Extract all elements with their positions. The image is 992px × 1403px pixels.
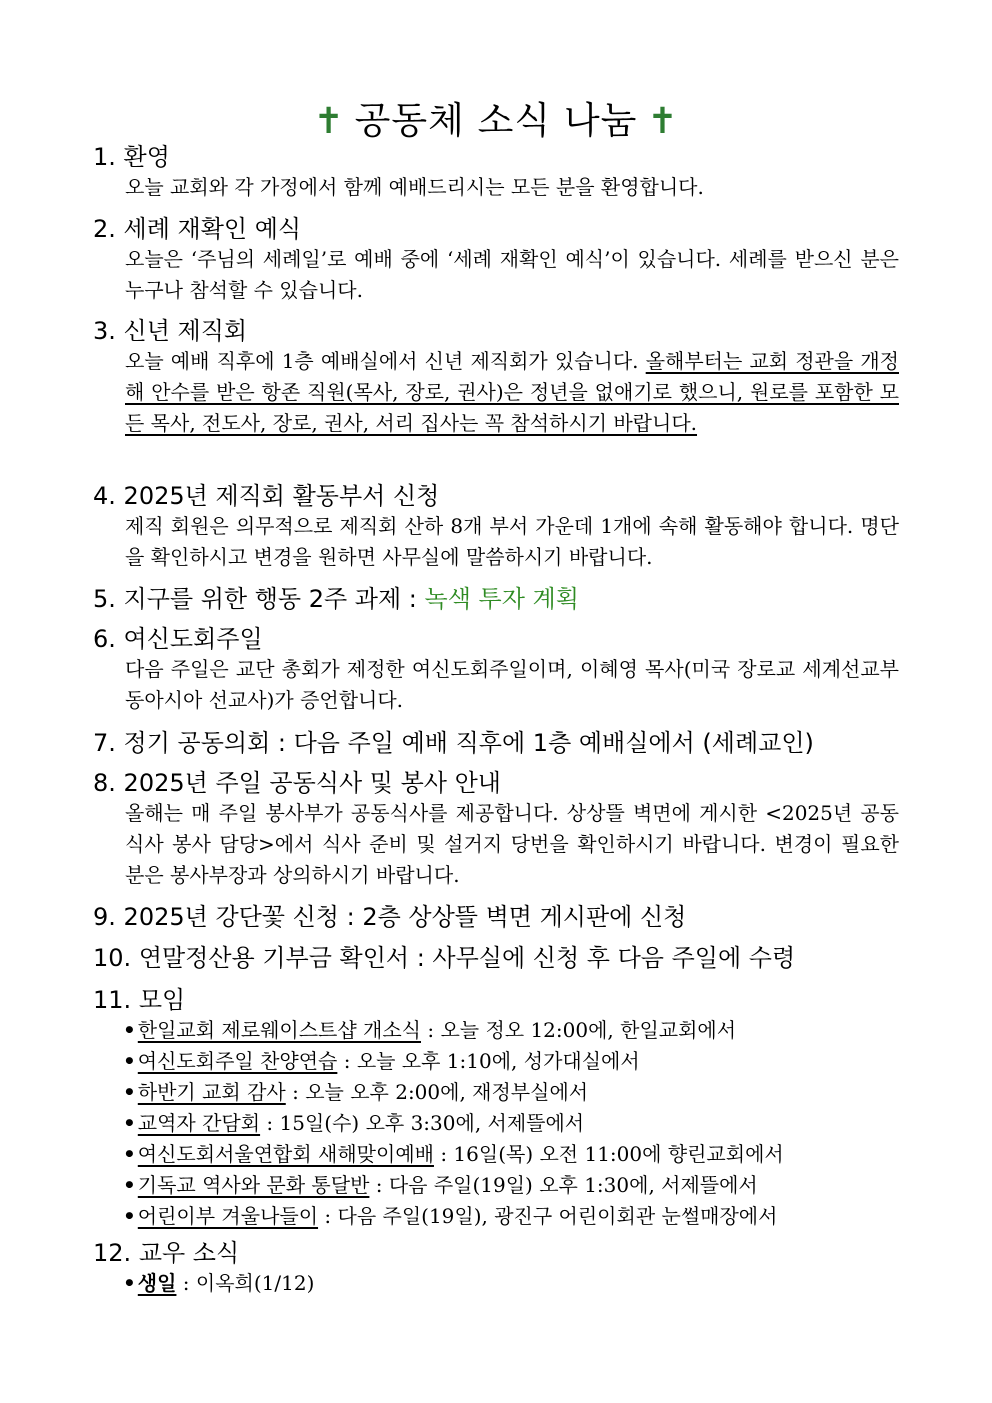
list-item: • 어린이부 겨울나들이 : 다음 주일(19일), 광진구 어린이회관 눈썰매장에서 [123, 1204, 778, 1228]
section-heading: 1. 환영 [93, 143, 170, 171]
section-heading: 10. 연말정산용 기부금 확인서 : 사무실에 신청 후 다음 주일에 수령 [93, 944, 796, 972]
section-new-year-council [93, 316, 899, 439]
list-item: • 교역자 간담회 : 15일(수) 오후 3:30에, 서제뜰에서 [123, 1111, 585, 1135]
section-body: 오늘 교회와 각 가정에서 함께 예배드리시는 모든 분을 환영합니다. [125, 175, 704, 199]
section-department-signup [93, 481, 899, 573]
list-item: • 하반기 교회 감사 : 오늘 오후 2:00에, 재정부실에서 [123, 1080, 589, 1104]
section-body: 제직 회원은 의무적으로 제직회 산하 8개 부서 가운데 1개에 속해 활동해야 합니다. 명단을 확인하시고 변경을 원하면 사무실에 말씀하시기 바랍니다. [125, 514, 899, 569]
list-item: • 한일교회 제로웨이스트샵 개소식 : 오늘 정오 12:00에, 한일교회에서 [123, 1018, 737, 1042]
section-donation-receipt [93, 943, 899, 973]
underlined-notice: 올해부터는 교회 정관을 개정해 안수를 받은 항존 직원(목사, 장로, 권사)은 정년을 없애기로 했으니, 원로를 포함한 모든 목사, 전도사, 장로, 권사, 서리 집사는 꼭 참석하시기 바랍니다. [125, 349, 899, 435]
section-body: 다음 주일은 교단 총회가 제정한 여신도회주일이며, 이혜영 목사(미국 장로교 세계선교부 동아시아 선교사)가 증언합니다. [125, 657, 899, 712]
section-congregational-meeting [93, 728, 899, 758]
list-item: • 기독교 역사와 문화 통달반 : 다음 주일(19일) 오후 1:30에, 서제뜰에서 [123, 1173, 758, 1197]
cross-icon: ✝ [313, 101, 345, 142]
section-heading: 9. 2025년 강단꽃 신청 : 2층 상상뜰 벽면 게시판에 신청 [93, 903, 687, 931]
page-title-text: 공동체 소식 나눔 [354, 99, 638, 142]
list-item: • 생일 : 이옥희(1/12) [123, 1271, 315, 1295]
section-body: 오늘 예배 직후에 1층 예배실에서 신년 제직회가 있습니다. 올해부터는 교회 정관을 개정해 안수를 받은 항존 직원(목사, 장로, 권사)은 정년을 없애기로 했으니, 원로를 포함한 모든 목사, 전도사, 장로, 권사, 서리 집사는 꼭 참석하시기 바랍니다. [125, 349, 899, 435]
section-altar-flowers [93, 902, 899, 932]
section-heading: 12. 교우 소식 [93, 1239, 240, 1267]
section-heading: 3. 신년 제직회 [93, 317, 248, 345]
section-meetings [93, 985, 899, 1232]
section-heading: 4. 2025년 제직회 활동부서 신청 [93, 482, 440, 510]
page-title [0, 90, 992, 144]
section-welcome [93, 142, 899, 203]
section-heading: 8. 2025년 주일 공동식사 및 봉사 안내 [93, 769, 501, 797]
section-heading: 6. 여신도회주일 [93, 625, 263, 653]
section-shared-meal [93, 768, 899, 891]
section-member-news [93, 1238, 899, 1299]
section-womens-sunday [93, 624, 899, 716]
section-baptism-reaffirmation [93, 214, 899, 306]
section-body: 오늘은 ‘주님의 세례일’로 예배 중에 ‘세례 재확인 예식’이 있습니다. 세례를 받으신 분은 누구나 참석할 수 있습니다. [125, 247, 899, 302]
section-heading: 2. 세례 재확인 예식 [93, 215, 302, 243]
section-body: 올해는 매 주일 봉사부가 공동식사를 제공합니다. 상상뜰 벽면에 게시한 <2025년 공동식사 봉사 담당>에서 식사 준비 및 설거지 당번을 확인하시기 바랍니다. 변경이 필요한 분은 봉사부장과 상의하시기 바랍니다. [125, 801, 899, 887]
list-item: • 여신도회서울연합회 새해맞이예배 : 16일(목) 오전 11:00에 향린교회에서 [123, 1142, 784, 1166]
section-heading: 5. 지구를 위한 행동 2주 과제 : 녹색 투자 계획 [93, 585, 579, 613]
list-item: • 여신도회주일 찬양연습 : 오늘 오후 1:10에, 성가대실에서 [123, 1049, 640, 1073]
green-highlight: 녹색 투자 계획 [424, 585, 579, 613]
section-earth-action [93, 584, 899, 614]
section-heading: 11. 모임 [93, 986, 186, 1014]
cross-icon: ✝ [647, 101, 679, 142]
section-heading: 7. 정기 공동의회 : 다음 주일 예배 직후에 1층 예배실에서 (세례교인) [93, 729, 814, 757]
